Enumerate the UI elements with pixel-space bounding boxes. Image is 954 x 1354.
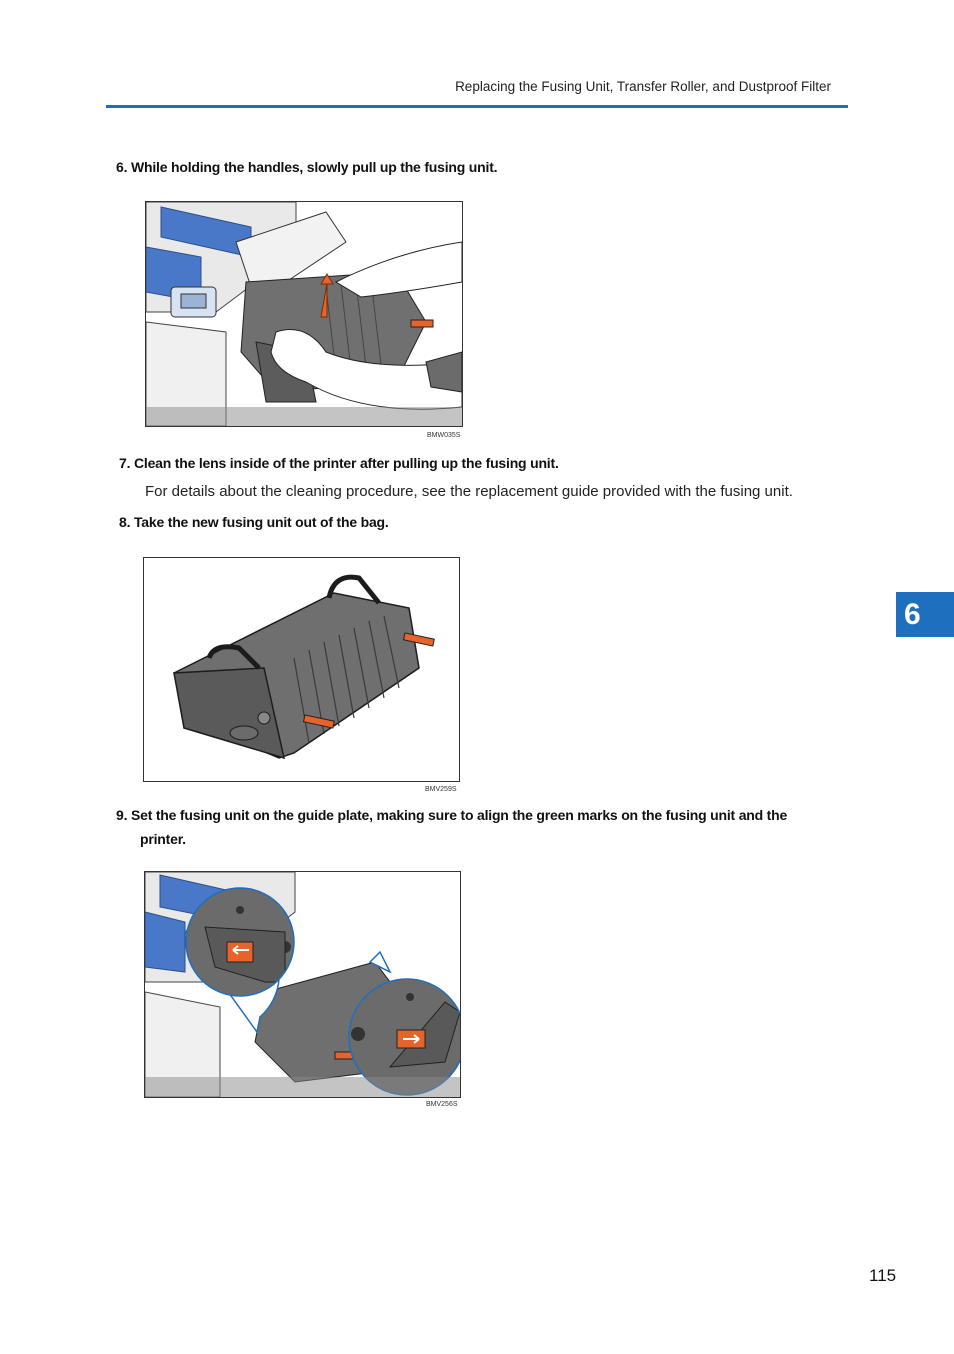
step-8-instruction: 8. Take the new fusing unit out of the bag. — [119, 514, 389, 530]
step-9-instruction-line2: printer. — [140, 831, 186, 847]
step-9-instruction-line1: 9. Set the fusing unit on the guide plate, making sure to align the green marks on the fusing unit and the — [116, 807, 788, 823]
figure-code: BMV256S — [426, 1101, 458, 1108]
step-7-detail: For details about the cleaning procedure, see the replacement guide provided with the fusing unit. — [145, 483, 793, 500]
figure-align-green-marks — [144, 871, 461, 1098]
step-6-instruction: 6. While holding the handles, slowly pull up the fusing unit. — [116, 159, 498, 175]
running-header: Replacing the Fusing Unit, Transfer Roller, and Dustproof Filter — [455, 79, 831, 94]
illustration-align-marks — [145, 872, 460, 1097]
illustration-fusing-unit — [144, 558, 459, 781]
step-7-instruction: 7. Clean the lens inside of the printer after pulling up the fusing unit. — [119, 455, 559, 471]
illustration-pull-up — [146, 202, 462, 426]
chapter-tab: 6 — [896, 592, 954, 637]
figure-code: BMV259S — [425, 786, 457, 793]
figure-code: BMW035S — [427, 432, 461, 439]
figure-new-fusing-unit — [143, 557, 460, 782]
page-number: 115 — [869, 1266, 897, 1285]
figure-pull-up-fusing-unit — [145, 201, 463, 427]
header-rule — [106, 105, 848, 108]
